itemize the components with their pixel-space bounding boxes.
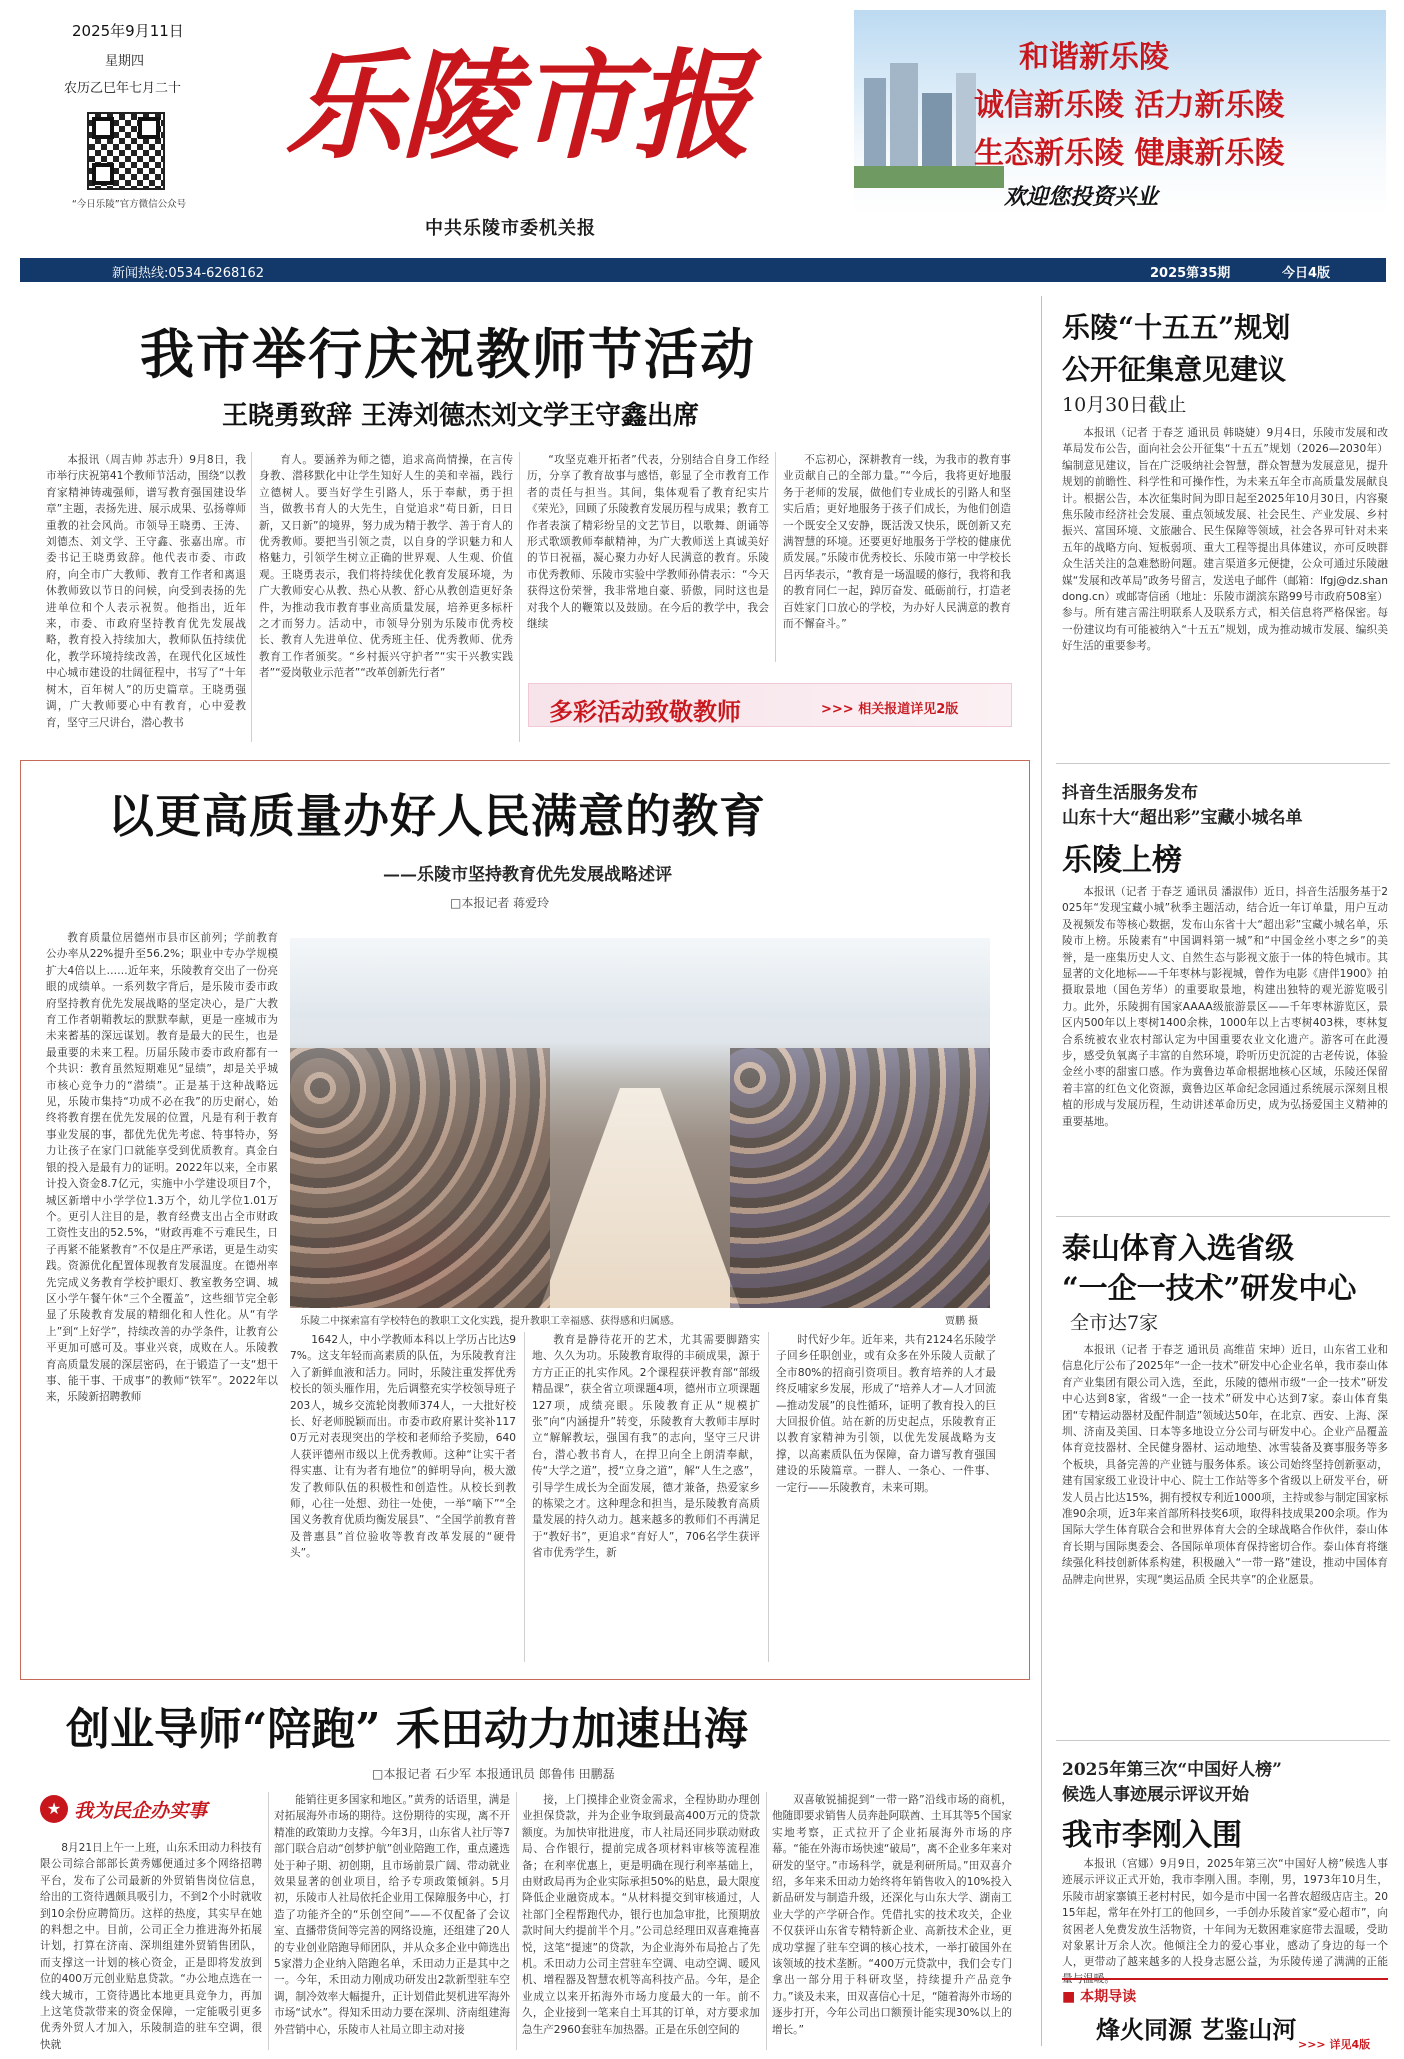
- badge-label: 我为民企办实事: [74, 1800, 208, 1822]
- feature-column-4: 时代好少年。近年来，共有2124名乐陵学子回乡任职创业，或有众多在外乐陵人贡献了全市80%的招商引资项目。教育培养的人才最终反哺家乡发展，形成了“培养人才—人才回流—推动发展”的良性循环，证明了教育投入的巨大回报价值。站在新的历史起点，乐陵教育正以教育家精神为引领，以优先发展战略为支撑，以高素质队伍为保障，奋力谱写教育强国建设的乐陵篇章。一群人、一条心、一件事、一定行——乐陵教育，未来可期。: [776, 1334, 996, 1494]
- party-organ-label: 中共乐陵市委机关报: [425, 218, 596, 239]
- brief-2-body: 本报讯（记者 于春芝 通讯员 潘淑伟）近日，抖音生活服务基于2025年“发现宝藏小城”秋季主题活动，结合近一年订单量，用户互动及视频发布等核心数据，发布山东省十大“超出彩”宝藏小城名单，乐陵市上榜。乐陵素有“中国调料第一城”和“中国金丝小枣之乡”的美誉，是一座集历史人文、自然生态与影视文旅于一体的特色城市。其显著的文化地标——千年枣林与影视城，曾作为电影《唐伴1900》拍摄取景地（国色芳华）的重要取景地，构建出独特的观光游览吸引力。此外，乐陵拥有国家AAAA级旅游景区——千年枣林游览区，景区内500年以上枣树1400余株，1000年以上古枣树403株，枣林复合系统被农业农村部认定为中国重要农业文化遗产。游客可在此漫步，感受负氧离子丰富的自然环境，聆听历史沉淀的古老传说，体验金丝小枣的甜蜜口感。作为冀鲁边革命根据地核心区域，乐陵还保留着丰富的红色文化资源，冀鲁边区革命纪念园通过系统展示深刻且根植的形成与发展历程，生动讲述革命历史，成为弘扬爱国主义精神的重要基地。: [1062, 886, 1388, 1128]
- guide-label: ■ 本期导读: [1062, 1989, 1137, 2005]
- related-report-banner[interactable]: [528, 683, 1012, 727]
- issue-number: 2025第35期: [1150, 266, 1231, 281]
- bottom-byline: □本报记者 石少军 本报通讯员 郎鲁伟 田鹏磊: [372, 1767, 615, 1781]
- brief-1-headline-1: 乐陵“十五五”规划: [1062, 311, 1291, 344]
- feature-photo: [290, 938, 990, 1308]
- masthead-info-bar: [20, 258, 1386, 282]
- issue-weekday: 星期四: [105, 54, 145, 69]
- feature-byline: □本报记者 蒋爱玲: [450, 896, 550, 910]
- lead-headline: 我市举行庆祝教师节活动: [140, 322, 756, 386]
- brief-2-headline-2: 乐陵上榜: [1062, 843, 1182, 878]
- feature-subtitle: ——乐陵市坚持教育优先发展战略述评: [383, 865, 672, 885]
- brief-3-body: 本报讯（记者 于春芝 通讯员 高维苗 宋坤）近日，山东省工业和信息化厅公布了2025年“一企一技术”研发中心企业名单，我市泰山体育产业集团有限公司入选，至此，乐陵的德州市级“一企一技术”研发中心达到8家，省级“一企一技术”研发中心达到7家。泰山体育集团“专精运动器材及配件制造”领域达50年，在北京、西安、上海、深圳、济南及美国、日本等多地设立分公司与研发中心。企业产品覆盖体育竞技器材、全民健身器材、运动地垫、冰雪装备及赛事服务等多个板块，具备完善的产业链与服务体系。该公司始终坚持创新驱动，建有国家级工业设计中心、院士工作站等多个省级以上研发平台，研发人员占比达15%，拥有授权专利近1000项，主持或参与制定国家标准90余项，近3年来首部所科技奖6项，取得科技成果200余项。作为国际大学生体育联合会和世界体育大会的全球战略合作伙伴，泰山体育长期与国际奥委会、各国际单项体育保持密切合作。泰山体育将继续强化科技创新体系构建，积极融入“一带一路”建设，推动中国体育品牌走向世界，实现“奥运品质 全民共享”的企业愿景。: [1062, 1344, 1388, 1586]
- photo-crowd-left: [290, 1048, 550, 1308]
- wechat-caption: “今日乐陵”官方微信公众号: [71, 199, 187, 210]
- lead-column-4: 不忘初心，深耕教育一线，为我市的教育事业贡献自己的全部力量。”“今后，我将更好地服务于老师的发展，做他们专业成长的引路人和坚实后盾；更好地服务于孩子们成长，为他们创造一个既安全又安静，既活泼又快乐，既创新又充满智慧的环境。还要更好地服务于学校的健康优质发展。”乐陵市优秀校长、乐陵市第一中学校长吕丙华表示，“教育是一场温暖的修行，我将和我的教育同仁一起，踔厉奋发、砥砺前行，打造老百姓家门口放心的学校，为办好人民满意的教育而不懈奋斗。”: [783, 454, 1011, 631]
- brief-4-headline: 我市李刚入围: [1062, 1818, 1242, 1853]
- feature-column-2: 1642人，中小学教师本科以上学历占比达97%。这支年轻而高素质的队伍，为乐陵教育注入了新鲜血液和活力。同时，乐陵注重发挥优秀校长的领头雁作用，先后调整充实学校领导班子203人，城乡交流轮岗教师374人，一大批好校长、好老师脱颖而出。市委市政府累计奖补1170万元对表现突出的学校和老师给予奖励，640人获评德州市级以上优秀教师。这种“让实干者得实惠、让有为者有地位”的鲜明导向，极大激发了教师队伍的积极性和创造性。从校长到教师，心往一处想、劲往一处使，一举“嘀下”“全国义务教育优质均衡发展县”、“全国学前教育普及普惠县”首位验收等教育改革发展的“硬骨头”。: [290, 1334, 516, 1560]
- photo-banquet-table: [540, 1088, 740, 1308]
- wechat-qr-code: [87, 112, 165, 190]
- news-hotline: 新闻热线:0534-6268162: [112, 266, 265, 281]
- brief-1-body: 本报讯（记者 于春芝 通讯员 韩晓婕）9月4日，乐陵市发展和改革局发布公告，面向社会公开征集“十五五”规划（2026—2030年）编制意见建议，旨在广泛吸纳社会智慧，群众智慧为发展意见，提升规划的前瞻性、科学性和可操作性，为未来五年全市高质量发展献良计。根据公告，本次征集时间为即日起至2025年10月30日，内容聚焦乐陵市经济社会发展、重点领域发展、社会民生、产业发展、乡村振兴、富国环境、文旅融合、民生保障等领域，社会各界可针对未来五年的战略方向、短板弱项、重大工程等提出具体建议，亦可反映群众生活关注的急难愁盼问题。建言渠道多元便捷，公众可通过乐陵融媒“发展和改革局”政务号留言，发送电子邮件（邮箱：lfgj@dz.shandong.cn）或邮寄信函（地址：乐陵市湖滨东路99号市政府508室）参与。所有建言需注明联系人及联系方式，相关信息将严格保密。每一份建议均有可能被纳入“十五五”规划，成为推动城市发展、编织美好生活的重要参考。: [1062, 427, 1388, 653]
- ad-line-4: 欢迎您投资兴业: [1004, 184, 1159, 210]
- bottom-column-2: 能销往更多国家和地区。”黄秀的话语里，满是对拓展海外市场的期待。这份期待的实现，离不开精准的政策助力支撑。今年3月，山东省人社厅等7部门联合启动“创梦护航”创业陪跑工作，重点遴选处于种子期、初创期，且市场前景广阔、带动就业效果显著的创业项目，给予专项政策倾斜。5月初，乐陵市人社局依托企业用工保障服务中心，打造了功能齐全的“乐创空间”——不仅配备了会议室、直播带货间等完善的网络设施，还组建了20人的专业创业陪跑导师团队，并从众多企业中筛选出5家潜力企业纳入陪跑名单，禾田动力正是其中之一。今年，禾田动力刚成功研发出2款新型驻车空调，制冷效率大幅提升，正计划借此契机进军海外市场“试水”。得知禾田动力要在深圳、济南组建海外营销中心，乐陵市人社局立即主动对接: [274, 1794, 510, 2036]
- guide-title: 烽火同源 艺鉴山河: [1096, 2015, 1297, 2044]
- brief-1-deck: 10月30日截止: [1062, 394, 1187, 416]
- photo-crowd-right: [730, 1048, 990, 1308]
- brief-2-kicker: 抖音生活服务发布: [1062, 783, 1198, 803]
- column-badge: [40, 1792, 240, 1826]
- lead-column-3: “攻坚克难开拓者”代表，分别结合自身工作经历，分享了教育故事与感悟，彰显了全市教育工作者的责任与担当。其间，集体观看了教育纪实片《荣光》，回顾了乐陵教育发展历程与成果；教育工作者表演了精彩纷呈的文艺节目，以歌舞、朗诵等形式歌颂教师奉献精神，为广大教师送上真诚美好的节日祝福，凝心聚力办好人民满意的教育。乐陵市优秀教师、乐陵市实验中学教师孙倩表示：“今天获得这份荣誉，我非常地自豪、骄傲，同时这也是对我个人的鞭策以及鼓励。在今后的教学中，我会继续: [527, 454, 769, 631]
- lead-subhead: 王晓勇致辞 王涛刘德杰刘文学王守鑫出席: [222, 401, 700, 431]
- brief-3-headline-2: “一企一技术”研发中心: [1062, 1271, 1357, 1305]
- photo-ceiling: [290, 938, 990, 1018]
- investment-ad-banner: [854, 10, 1386, 215]
- feature-column-left: 教育质量位居德州市县市区前列；学前教育公办率从22%提升至56.2%；职业中专办学规模扩大4倍以上……近年来，乐陵教育交出了一份亮眼的成绩单。一系列数字背后，是乐陵市委市政府坚持教育优先发展战略的坚定决心，是广大教育工作者朝鞘教坛的默默奉献，更是一座城市为未来蓄基的深远谋划。教育是最大的民生，也是最重要的未来工程。历届乐陵市委市政府都有一个共识：教育虽然短期难见“显绩”，却是关乎城市核心竞争力的“潜绩”。正是基于这种战略远见，乐陵市集持“功成不必在我”的历史耐心，始终将教育摆在优先发展的位置，凡是有利于教育事业发展的事，都优先优先考虑、特事特办，努力让孩子在家门口就能享受到优质教育。真金白银的投入是最有力的证明。2022年以来，全市累计投入资金8.7亿元，实施中小学建设项目7个，城区新增中小学学位1.3万个，幼儿学位1.01万个。更引人注目的是，教育经费支出占全市财政工资性支出的52.5%，“财政再难不亏难民生，日子再紧不能紧教育”不仅是庄严承诺，更是生动实践。资源优化配置体现教育发展温度。在德州率先完成义务教育学校护眼灯、教室教务空调、城区小学午餐午休“三个全覆盖”，这些细节完全彰显了乐陵教育发展的精细化和人性化。从“有学上”到“上好学”，持续改善的办学条件，让教育公平更加可感可及。事业兴衰，成败在人。乐陵教育高质量发展的深层密码，在于锻造了一支“想干事、能干事、干成事”的教师“铁军”。2022年以来，乐陵新招聘教师: [46, 932, 278, 1404]
- issue-lunar-date: 农历乙巳年七月二十: [64, 81, 182, 96]
- lead-column-1: 本报讯（周吉帅 苏志升）9月8日，我市举行庆祝第41个教师节活动，围绕“以教育家精神铸魂强师，谱写教育强国建设华章”主题，表扬先进、展示成果、弘扬尊师重教的社会风尚。市领导王晓勇、王涛、刘德杰、刘文学、王守鑫、张嘉出席。市委书记王晓勇致辞。他代表市委、市政府，向全市广大教师、教育工作者和离退休教师致以节日的问候，向受到表扬的先进单位和个人表示祝贺。他指出，近年来，市委、市政府坚持教育优先发展战略，教育投入持续加大，教师队伍持续优化，教学环境持续改善，在现代化区域性中心城市建设的壮阔征程中，书写了“十年树木，百年树人”的历史篇章。王晓勇强调，广大教师要心中有教育，心中爱教育，坚守三尺讲台，潜心教书: [46, 454, 246, 729]
- photo-credit: 贾鹏 摄: [945, 1316, 979, 1327]
- bottom-headline: 创业导师“陪跑” 禾田动力加速出海: [66, 1704, 748, 1755]
- brief-3-headline-1: 泰山体育入选省级: [1062, 1231, 1295, 1265]
- bottom-column-4: 双喜敏锐捕捉到“一带一路”沿线市场的商机，他随即要求销售人员奔赴阿联酋、土耳其等5个国家实地考察，正式拉开了企业拓展海外市场的序幕。“能在外海市场快速“破局”，离不企业多年来对研发的坚守。”市场科学，就是利研所局。”田双喜介绍，多年来禾田动力始终将年销售收入的10%投入新品研发与制造升级，还深化与山东大学、湖南工业大学的产学研合作。凭借扎实的技术攻关，企业不仅获评山东省专精特新企业、高新技术企业，更成功掌握了驻车空调的核心技术，一举打破国外在该领域的技术垄断。“400万元贷款中，我们会专门拿出一部分用于科研攻坚，持续提升产品竞争力。”谈及未来，田双喜信心十足，“随着海外市场的逐步打开，今年公司出口额预计能实现30%以上的增长。”: [772, 1794, 1012, 2036]
- newspaper-title: 乐陵市报: [285, 36, 750, 175]
- page-count: 今日4版: [1282, 266, 1331, 281]
- banner-title: 多彩活动致敬教师: [549, 698, 741, 726]
- ad-line-3: 生态新乐陵 健康新乐陵: [974, 136, 1285, 171]
- issue-guide[interactable]: [1062, 1978, 1388, 2050]
- ad-line-2: 诚信新乐陵 活力新乐陵: [974, 88, 1285, 123]
- brief-4-body: 本报讯（宫娜）9月9日，2025年第三次“中国好人榜”候选人事迹展示评议正式开始，我市李刚入围。李刚，男，1973年10月生，乐陵市胡家寨镇王老村村民，如今是市中国一名普农超级店店主。2015年起，常年在外打工的他回乡，一手创办乐陵首家“爱心超市”，向贫困老人免费发放生活物资，十年间为无数困难家庭带去温暖，受助对象累计万余人次。他倾注全力的爱心事业，感动了身边的每一个人，更带动了越来越多的人投身志愿公益，为乐陵传递了满满的正能量与温暖。: [1062, 1858, 1388, 1985]
- photo-caption: 乐陵二中探索富有学校特色的教职工文化实践，提升教职工幸福感、获得感和归属感。: [300, 1316, 680, 1327]
- feature-headline: 以更高质量办好人民满意的教育: [108, 789, 766, 843]
- bottom-column-3: 接，上门摸排企业资金需求，全程协助办理创业担保贷款，并为企业争取到最高400万元的贷款额度。为加快审批进度，市人社局还同步联动财政局、合作银行，提前完成各项材料审核等流程准备；在利率优惠上，更是明确在现行利率基础上，由财政局再为企业实际承担50%的贴息，最大限度降低企业融资成本。“从材料提交到审核通过，人社部门全程帮跑代办，银行也加急审批，比预期放款时间大约提前半个月。”公司总经理田双喜难掩喜悦，这笔“提速”的贷款，为企业海外布局抢占了先机。禾田动力公司主营驻车空调、电动空调、暖风机、增程器及智慧农机等高科技产品。今年，是企业成立以来开拓海外市场力度最大的一年。前不久，企业接到一笔来自土耳其的订单，对方要求加急生产2960套驻车加热器。正是在乐创空间的: [522, 1794, 760, 2036]
- feature-column-3: 教育是静待花开的艺术，尤其需要脚踏实地、久久为功。乐陵教育取得的丰硕成果，源于方方正正的扎实作风。2个课程获评教育部“部级精品课”，获全省立项课题4项，德州市立项课题127项，成绩亮眼。乐陵教育正从“规模扩张”向“内涵提升”转变，乐陵教育大教师丰厚时立“解解教坛，强国有我”的志向，坚守三尺讲台，潜心教书育人，在捍卫向全上朗清奉献，传“大学之道”，授“立身之道”，解“人生之惑”，引导学生成长为全面发展，德才兼备，热爱家乡的栋梁之才。这种理念和担当，是乐陵教育高质量发展的持久动力。越来越多的教师们不再满足于“教好书”，更追求“育好人”，706名学生获评省市优秀学生，新: [532, 1334, 760, 1560]
- brief-1-headline-2: 公开征集意见建议: [1062, 353, 1287, 386]
- issue-date: 2025年9月11日: [72, 22, 184, 40]
- bottom-column-1: 8月21日上午一上班，山东禾田动力科技有限公司综合部部长黄秀娜便通过多个网络招聘平台，发布了公司最新的外贸销售岗位信息，给出的工资待遇颇具吸引力，不到2个小时就收到10余份应聘简历。这样的热度，其实早在她的料想之中。目前，公司正全力推进海外拓展计划，打算在济南、深圳组建外贸销售团队，而支撑这一计划的核心资金，正是即将发放到位的400万元创业贴息贷款。“办公地点选在一线大城市，工资待遇比本地更具竞争力，再加上这笔贷款带来的资金保障，一定能吸引更多优秀外贸人才加入，乐陵制造的驻车空调，很快就: [40, 1842, 262, 2051]
- brief-2-headline-1: 山东十大“超出彩”宝藏小城名单: [1062, 808, 1303, 828]
- badge-icon: ★: [40, 1795, 68, 1823]
- brief-3-deck: 全市达7家: [1070, 1312, 1159, 1334]
- banner-page-ref[interactable]: >>> 相关报道详见2版: [821, 702, 959, 717]
- ad-line-1: 和谐新乐陵: [1019, 40, 1169, 75]
- guide-page-ref[interactable]: >>> 详见4版: [1298, 2038, 1371, 2051]
- brief-4-kicker-2: 候选人事迹展示评议开始: [1062, 1785, 1249, 1805]
- brief-4-kicker: 2025年第三次“中国好人榜”: [1062, 1760, 1282, 1780]
- lead-column-2: 育人。要涵养为师之德，追求高尚情操，在言传身教、潜移默化中让学生知好人生的美和幸福，践行立德树人。要当好学生引路人，乐于奉献，勇于担当，做教书育人的大先生，自觉追求“苟日新，日日新，又日新”的境界，努力成为精于教学、善于育人的优秀教师。要把当引领之责，以自身的学识魅力和人格魅力，引领学生树立正确的世界观、人生观、价值观。王晓勇表示，我们将持续优化教育发展环境，为广大教师安心从教、热心从教、舒心从教创造更好条件，为推动我市教育事业高质量发展，培养更多标杆之才而努力。活动中，市领导分别为乐陵市优秀校长、教育人先进单位、优秀班主任、优秀教师、优秀教育工作者颁奖。“乡村振兴守护者”“实干兴教实践者”“爱岗敬业示范者”“改革创新先行者”: [259, 454, 513, 680]
